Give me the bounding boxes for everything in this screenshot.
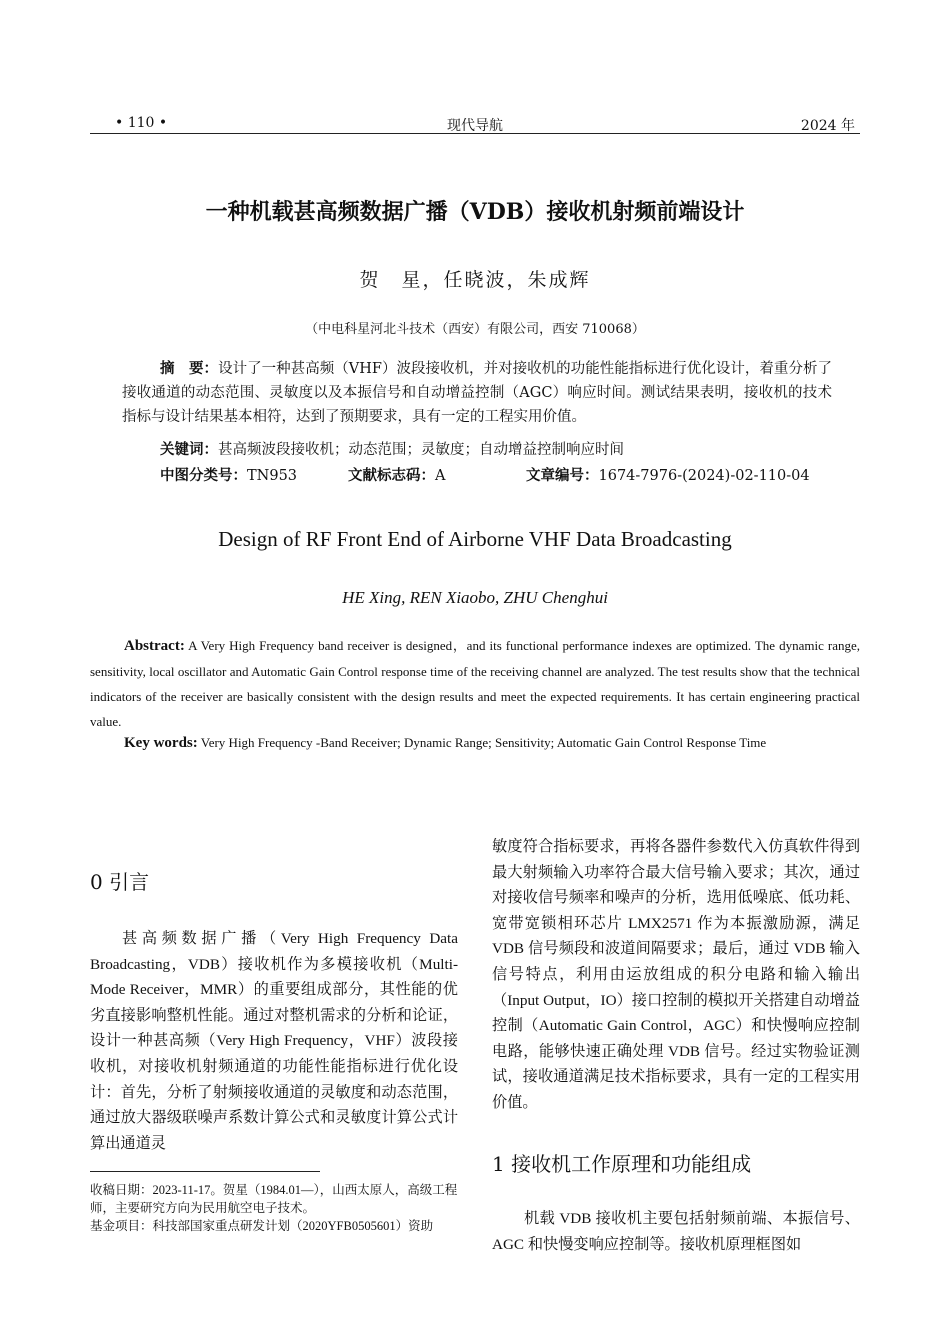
keywords-en-label: Key words: <box>124 735 198 751</box>
footnote-funding: 基金项目：科技部国家重点研发计划（2020YFB0505601）资助 <box>90 1219 434 1233</box>
header-divider <box>90 133 860 134</box>
abstract-cn-text: 设计了一种甚高频（VHF）波段接收机，并对接收机的功能性能指标进行优化设计，着重分析了接收通道的动态范围、灵敏度以及本振信号和自动增益控制（AGC）响应时间。测试结果表明，接收机的技术指标与设计结果基本相符，达到了预期要求，具有一定的工程实用价值。 <box>122 361 832 425</box>
doc-code-value: A <box>435 468 446 484</box>
publication-year: 2024 年 <box>800 118 855 134</box>
abstract-cn <box>122 357 832 429</box>
paper-title-cn: 一种机载甚高频数据广播（VDB）接收机射频前端设计 <box>205 199 745 225</box>
section-0-heading: 0 引言 <box>90 870 150 894</box>
abstract-cn-label: 摘 要： <box>160 360 219 377</box>
abstract-en <box>90 633 860 734</box>
keywords-cn-text: 甚高频波段接收机；动态范围；灵敏度；自动增益控制响应时间 <box>218 442 624 458</box>
keywords-cn <box>160 438 624 459</box>
article-no-label: 文章编号： <box>526 467 599 484</box>
keywords-cn-label: 关键词： <box>160 441 218 458</box>
affiliation-cn: （中电科星河北斗技术（西安）有限公司，西安 710068） <box>305 322 645 337</box>
abstract-en-label: Abstract: <box>124 638 185 654</box>
keywords-en-text: Very High Frequency -Band Receiver; Dynamic Range; Sensitivity; Automatic Gain Control Response Time <box>200 735 767 750</box>
footnote-received: 收稿日期：2023-11-17。贺星（1984.01—），山西太原人，高级工程师，主要研究方向为民用航空电子技术。 <box>90 1183 458 1215</box>
section-1-body: 机载 VDB 接收机主要包括射频前端、本振信号、AGC 和快慢变响应控制等。接收机原理框图如 <box>492 1210 860 1253</box>
section-1-heading: 1 接收机工作原理和功能组成 <box>492 1152 752 1176</box>
authors-cn: 贺 星，任晓波，朱成辉 <box>359 269 591 291</box>
paper-title-en: Design of RF Front End of Airborne VHF Data Broadcasting <box>218 527 732 551</box>
clc-label: 中图分类号： <box>160 467 247 484</box>
page-number: • 110 • <box>115 115 168 131</box>
footnote <box>90 1181 458 1235</box>
article-no-value: 1674-7976-(2024)-02-110-04 <box>598 468 810 484</box>
section-0-body-right: 敏度符合指标要求，再将各器件参数代入仿真软件得到最大射频输入功率符合最大信号输入要求；其次，通过对接收信号频率和噪声的分析，选用低噪底、低功耗、宽带宽锁相环芯片 LMX2571 作为本振激励源，满足 VDB 信号频段和波道间隔要求；最后，通过 VDB 输入信号特点，利用由运放组成的积分电路和输入输出（Input Output，IO）接口控制的模拟开关搭建自动增益控制（Automatic Gain Control，AGC）和快慢响应控制电路，能够快速正确处理 VDB 信号。经过实物验证测试，接收通道满足技术指标要求，具有一定的工程实用价值。 <box>492 838 860 1111</box>
authors-en: HE Xing, REN Xiaobo, ZHU Chenghui <box>342 588 608 607</box>
clc-value: TN953 <box>247 468 298 484</box>
journal-name: 现代导航 <box>447 118 503 134</box>
abstract-en-text: A Very High Frequency band receiver is designed，and its functional performance indexes are optimized. The dynamic range, sensitivity, local oscillator and Automatic Gain Control response time of the receiving channel are analyzed. The test results show that the technical indicators of the receiver are basically consistent with the design results and meet the expected requirements. It has certain engineering practical value. <box>90 638 860 729</box>
section-0-body-left: 甚高频数据广播（Very High Frequency Data Broadcasting，VDB）接收机作为多模接收机（Multi-Mode Receiver，MMR）的重要组成部分，其性能的优劣直接影响整机性能。通过对整机需求的分析和论证，设计一种甚高频（Very High Frequency，VHF）波段接收机，对接收机射频通道的功能性能指标进行优化设计：首先，分析了射频接收通道的灵敏度和动态范围，通过放大器级联噪声系数计算公式和灵敏度计算公式计算出通道灵 <box>90 930 458 1152</box>
doc-code-label: 文献标志码： <box>348 467 435 484</box>
footnote-divider <box>90 1171 320 1172</box>
keywords-en <box>124 735 864 752</box>
